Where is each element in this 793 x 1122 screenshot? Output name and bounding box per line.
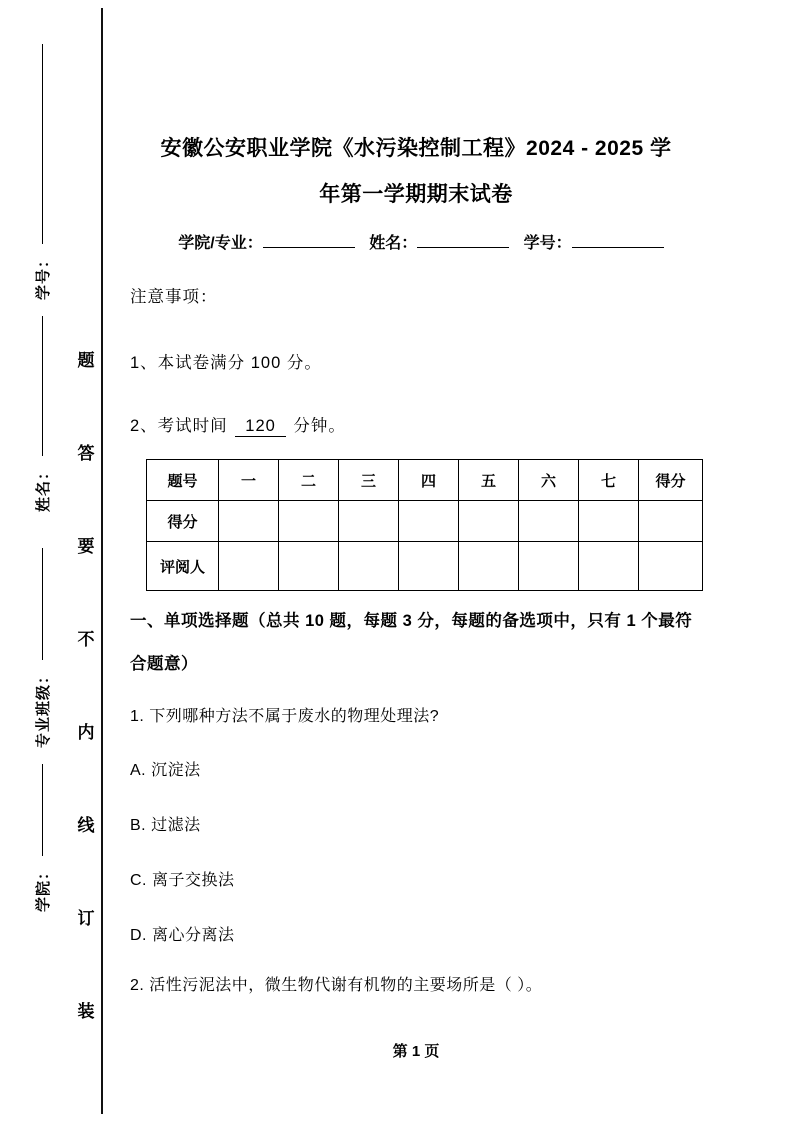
binding-char: 要 [77,537,95,556]
empty-cell [579,501,639,542]
empty-cell [519,542,579,591]
student-info-line [130,230,702,253]
empty-cell [219,542,279,591]
vertical-field-class [32,548,52,748]
binding-char: 题 [77,351,95,370]
empty-cell [339,501,399,542]
empty-cell [579,542,639,591]
score-table-header: 二 [279,460,339,501]
college-major-label: 学院/专业： [178,235,263,252]
score-table-header: 四 [399,460,459,501]
exam-duration-value: 120 [235,417,286,437]
notice-item-2 [130,412,346,437]
notice-item-2-suffix: 分钟。 [293,417,346,435]
question-1-option-d: D. 离心分离法 [130,927,235,944]
binding-char: 内 [77,723,95,742]
page-number: 第 1 页 [392,1043,440,1060]
page-title [130,126,702,218]
question-1-option-b: B. 过滤法 [130,817,201,834]
blank-line [572,232,664,248]
vertical-field-name [32,316,52,512]
binding-char: 不 [77,630,95,649]
vertical-field-college [32,764,52,912]
question-1-option-a: A. 沉淀法 [130,762,201,779]
binding-char: 订 [77,909,95,928]
student-id-label: 学号： [523,235,572,252]
score-table-header: 一 [219,460,279,501]
page-title-line2: 年第一学期期末试卷 [319,183,513,207]
score-table-score-row [147,501,703,542]
vertical-field-label: 姓名： [34,463,52,512]
score-row-label: 得分 [147,501,219,542]
vertical-field-student-id [32,44,52,300]
empty-cell [459,542,519,591]
binding-char: 装 [77,1002,95,1021]
blank-line [42,764,43,856]
empty-cell [279,501,339,542]
score-table-header: 六 [519,460,579,501]
marker-row-label: 评阅人 [147,542,219,591]
question-1: 1. 下列哪种方法不属于废水的物理处理法? [130,708,440,725]
binding-line-rule [101,8,103,1114]
binding-warning-text [74,346,98,1022]
empty-cell [219,501,279,542]
score-table-header: 三 [339,460,399,501]
section-1-heading: 一、单项选择题（总共 10 题，每题 3 分，每题的备选项中，只有 1 个最符合题意） [130,612,693,673]
blank-line [42,316,43,456]
vertical-field-label: 学院： [34,863,52,912]
vertical-field-label: 专业班级： [34,667,52,748]
empty-cell [279,542,339,591]
binding-char: 答 [77,444,95,463]
empty-cell [519,501,579,542]
empty-cell [639,542,703,591]
empty-cell [399,542,459,591]
name-label: 姓名： [369,235,418,252]
notice-item-1: 1、本试卷满分 100 分。 [130,354,322,372]
vertical-field-label: 学号： [34,251,52,300]
blank-line [417,232,509,248]
score-table-header: 得分 [639,460,703,501]
score-table-header: 五 [459,460,519,501]
empty-cell [399,501,459,542]
score-table [146,459,703,591]
empty-cell [339,542,399,591]
question-2: 2. 活性污泥法中，微生物代谢有机物的主要场所是（ ）。 [130,977,543,994]
binding-char: 线 [77,816,95,835]
empty-cell [459,501,519,542]
score-table-header: 题号 [147,460,219,501]
notice-heading: 注意事项： [130,288,218,306]
score-table-header: 七 [579,460,639,501]
empty-cell [639,501,703,542]
blank-line [42,44,43,244]
score-table-marker-row [147,542,703,591]
blank-line [263,232,355,248]
notice-item-2-prefix: 2、考试时间 [130,417,228,435]
page-title-line1: 安徽公安职业学院《水污染控制工程》2024 - 2025 学 [160,137,672,160]
question-1-option-c: C. 离子交换法 [130,872,235,889]
score-table-header-row [147,460,703,501]
blank-line [42,548,43,660]
